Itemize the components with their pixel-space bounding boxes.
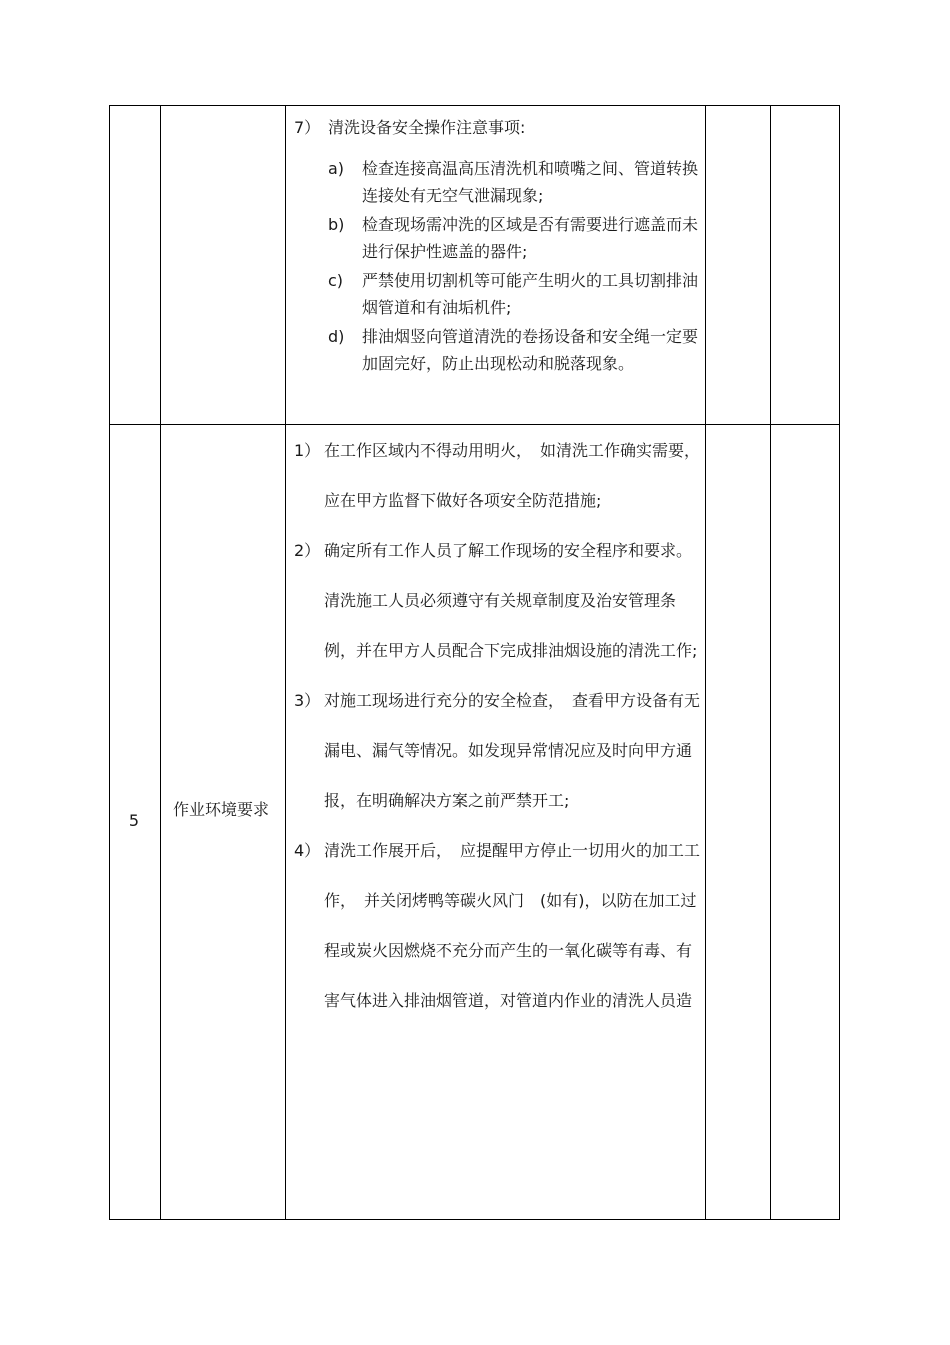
row-5-content xyxy=(294,426,702,1026)
item-text: 清洗工作展开后， 应提醒甲方停止一切用火的加工工作， 并关闭烤鸭等碳火风门 (如有)，以防在加工过程或炭火因燃烧不充分而产生的一氧化碳等有毒、有害气体进入排油烟管道，对管道内作业的清洗人员造 xyxy=(324,841,701,1010)
sub-item-text: 检查现场需冲洗的区域是否有需要进行遮盖而未进行保护性遮盖的器件; xyxy=(362,215,699,261)
row-divider xyxy=(109,424,840,425)
sub-item-text: 检查连接高温高压清洗机和喷嘴之间、管道转换连接处有无空气泄漏现象; xyxy=(362,159,699,205)
item-heading xyxy=(294,115,699,141)
list-item xyxy=(294,426,702,526)
item-marker: 3） xyxy=(294,691,321,710)
row-number: 5 xyxy=(128,811,140,830)
sub-item-marker: b) xyxy=(328,215,345,234)
item-marker: 4） xyxy=(294,841,321,860)
previous-row-content xyxy=(294,115,699,377)
row-label: 作业环境要求 xyxy=(172,800,269,819)
table-border-right xyxy=(839,105,840,1220)
column-divider xyxy=(705,105,706,1220)
sub-item xyxy=(294,211,699,265)
list-item xyxy=(294,676,702,826)
item-text: 对施工现场进行充分的安全检查， 查看甲方设备有无漏电、漏气等情况。如发现异常情况应及时向甲方通报，在明确解决方案之前严禁开工; xyxy=(324,691,701,810)
list-item xyxy=(294,826,702,1026)
item-marker: 1） xyxy=(294,441,321,460)
item-text: 在工作区域内不得动用明火， 如清洗工作确实需要，应在甲方监督下做好各项安全防范措施; xyxy=(324,441,701,510)
list-item xyxy=(294,526,702,676)
column-divider xyxy=(160,105,161,1220)
item-marker: 2） xyxy=(294,541,321,560)
column-divider xyxy=(285,105,286,1220)
sub-item xyxy=(294,155,699,209)
column-divider xyxy=(770,105,771,1220)
sub-item-marker: a) xyxy=(328,159,345,178)
item-text: 确定所有工作人员了解工作现场的安全程序和要求。清洗施工人员必须遵守有关规章制度及治安管理条例，并在甲方人员配合下完成排油烟设施的清洗工作; xyxy=(324,541,698,660)
sub-item-marker: c) xyxy=(328,271,344,290)
table-border-left xyxy=(109,105,110,1220)
item-heading-text: 清洗设备安全操作注意事项: xyxy=(328,118,526,137)
sub-item-text: 严禁使用切割机等可能产生明火的工具切割排油烟管道和有油垢机件; xyxy=(362,271,699,317)
item-marker: 7） xyxy=(294,118,321,137)
sub-item xyxy=(294,267,699,321)
sub-item xyxy=(294,323,699,377)
sub-item-marker: d) xyxy=(328,327,345,346)
table-border-top xyxy=(109,105,840,106)
sub-item-text: 排油烟竖向管道清洗的卷扬设备和安全绳一定要加固完好，防止出现松动和脱落现象。 xyxy=(362,327,699,373)
table-border-bottom xyxy=(109,1219,840,1220)
document-table xyxy=(109,105,840,1220)
